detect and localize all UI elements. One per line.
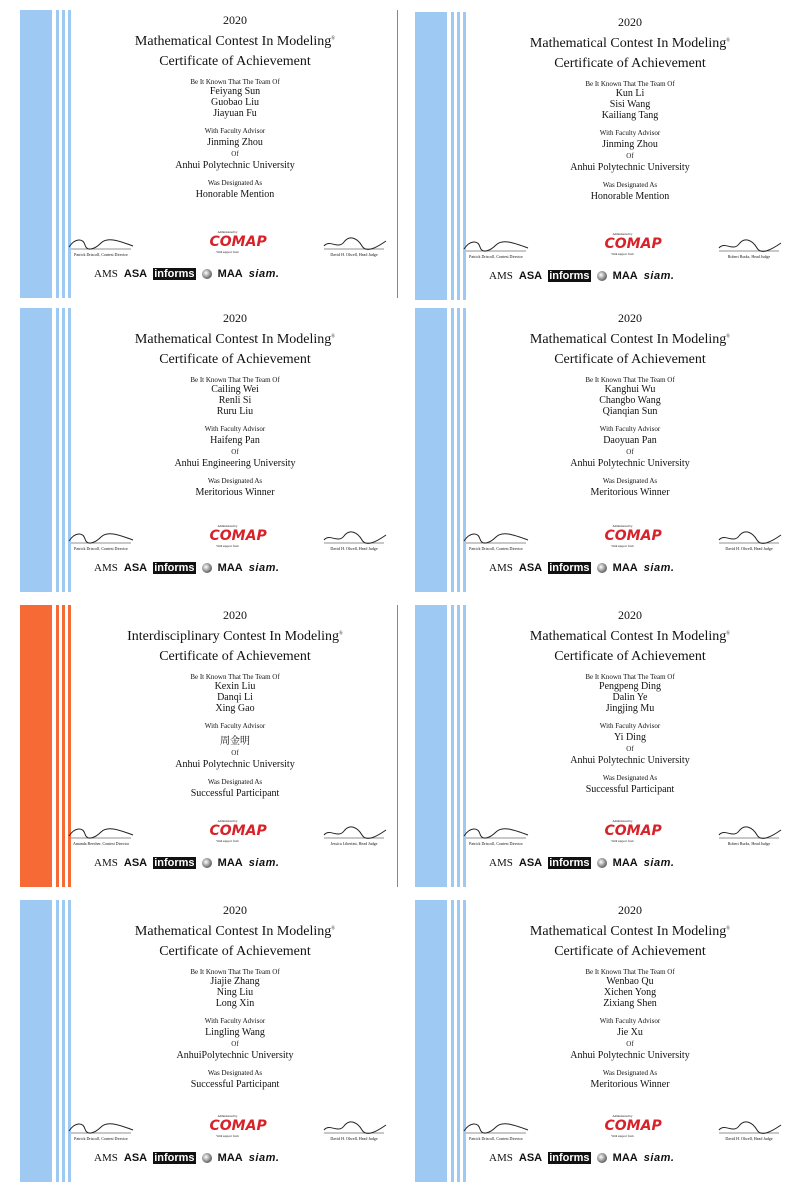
- ams-logo: AMS: [489, 270, 513, 283]
- comap-admin-text: Administered by: [612, 524, 633, 528]
- globe-icon: [202, 858, 212, 868]
- advisor-label: With Faculty Advisor: [204, 1017, 266, 1025]
- team-member: Jingjing Mu: [605, 703, 655, 714]
- informs-logo: informs: [154, 1152, 195, 1165]
- judge-signature: [713, 1120, 785, 1146]
- asa-logo: ASA: [123, 857, 148, 870]
- thin-stripe: [451, 605, 454, 887]
- team-label: Be It Known That The Team Of: [190, 673, 280, 681]
- scan-edge: [397, 605, 398, 887]
- university-name: Anhui Polytechnic University: [175, 160, 295, 171]
- judge-caption: David H. Olwell, Head Judge: [330, 1136, 378, 1141]
- director-signature-scribble: [460, 1120, 532, 1136]
- team-label: Be It Known That The Team Of: [190, 376, 280, 384]
- sponsor-logos: [94, 562, 280, 576]
- designated-label: Was Designated As: [207, 1069, 263, 1077]
- informs-logo: informs: [154, 562, 195, 575]
- director-signature-scribble: [460, 238, 532, 254]
- director-signature: [460, 530, 532, 556]
- comap-mark: COMAP: [209, 1118, 267, 1134]
- of-label: Of: [231, 448, 239, 456]
- thin-stripe: [56, 900, 59, 1182]
- team-members: [70, 681, 400, 714]
- thin-stripe: [451, 308, 454, 592]
- thin-stripe: [451, 900, 454, 1182]
- ams-logo: AMS: [489, 1152, 513, 1165]
- maa-logo: MAA: [612, 857, 638, 870]
- award-name: Meritorious Winner: [590, 487, 670, 498]
- ams-logo: AMS: [94, 268, 118, 281]
- certificate-title: Certificate of Achievement: [159, 944, 311, 959]
- color-stripe: [415, 12, 447, 300]
- siam-logo: siam.: [643, 857, 675, 870]
- globe-icon: [202, 563, 212, 573]
- judge-signature-scribble: [318, 530, 390, 546]
- registered-mark: ®: [331, 334, 336, 340]
- designated-label: Was Designated As: [207, 179, 263, 187]
- of-label: Of: [231, 1040, 239, 1048]
- signature-row: [460, 1114, 785, 1148]
- asa-logo: ASA: [518, 562, 543, 575]
- director-signature: [460, 1120, 532, 1146]
- team-member: Feiyang Sun: [209, 86, 261, 97]
- judge-caption: Jessica Libertini, Head Judge: [330, 841, 378, 846]
- director-signature: [65, 1120, 137, 1146]
- team-member: Changbo Wang: [599, 395, 661, 406]
- sponsor-logos: [489, 1152, 675, 1166]
- asa-logo: ASA: [518, 1152, 543, 1165]
- contest-name: Mathematical Contest In Modeling: [134, 34, 332, 49]
- certificate: [10, 900, 400, 1182]
- certificate-year: 2020: [618, 608, 642, 622]
- team-member: Kanghui Wu: [604, 384, 656, 395]
- advisor-name: Jinming Zhou: [207, 137, 263, 148]
- advisor-name: Lingling Wang: [205, 1027, 265, 1038]
- ams-logo: AMS: [94, 857, 118, 870]
- maa-logo: MAA: [217, 268, 243, 281]
- thin-stripe: [56, 308, 59, 592]
- judge-signature: [713, 530, 785, 556]
- certificate-year: 2020: [223, 903, 247, 917]
- maa-logo: MAA: [612, 270, 638, 283]
- team-member: Jiayuan Fu: [213, 108, 257, 119]
- director-signature-scribble: [65, 825, 137, 841]
- comap-mark: COMAP: [604, 1118, 662, 1134]
- globe-icon: [597, 563, 607, 573]
- team-member: Xing Gao: [215, 703, 255, 714]
- asa-logo: ASA: [518, 270, 543, 283]
- judge-signature: [318, 236, 390, 262]
- comap-admin-text: Administered by: [612, 819, 633, 823]
- of-label: Of: [626, 1040, 634, 1048]
- director-signature: [65, 825, 137, 851]
- comap-admin-text: Administered by: [217, 230, 238, 234]
- comap-mark: COMAP: [604, 823, 662, 839]
- maa-logo: MAA: [217, 562, 243, 575]
- registered-mark: ®: [331, 926, 336, 932]
- judge-caption: David H. Olwell, Head Judge: [330, 546, 378, 551]
- informs-logo: informs: [549, 1152, 590, 1165]
- team-member: Renli Si: [218, 395, 252, 406]
- team-label: Be It Known That The Team Of: [585, 376, 675, 384]
- comap-support-text: With support from: [611, 544, 634, 548]
- contest-name: Mathematical Contest In Modeling: [529, 332, 727, 347]
- color-stripe: [20, 605, 52, 887]
- certificate: [10, 605, 400, 887]
- director-signature-scribble: [65, 530, 137, 546]
- team-label: Be It Known That The Team Of: [190, 968, 280, 976]
- sponsor-logos: [94, 857, 280, 871]
- university-name: Anhui Polytechnic University: [570, 1050, 690, 1061]
- comap-logo: [604, 819, 662, 849]
- of-label: Of: [626, 745, 634, 753]
- comap-logo: [209, 819, 267, 849]
- comap-mark: COMAP: [604, 236, 662, 252]
- judge-signature-scribble: [713, 1120, 785, 1136]
- contest-name: Mathematical Contest In Modeling: [529, 36, 727, 51]
- award-name: Meritorious Winner: [195, 487, 275, 498]
- team-member: Kun Li: [615, 88, 645, 99]
- certificate: [405, 900, 795, 1182]
- certificate-body: [70, 308, 400, 498]
- judge-signature-scribble: [713, 825, 785, 841]
- advisor-label: With Faculty Advisor: [599, 1017, 661, 1025]
- asa-logo: ASA: [123, 1152, 148, 1165]
- university-name: AnhuiPolytechnic University: [176, 1050, 294, 1061]
- registered-mark: ®: [726, 38, 731, 44]
- maa-logo: MAA: [217, 857, 243, 870]
- comap-admin-text: Administered by: [217, 524, 238, 528]
- judge-signature-scribble: [318, 236, 390, 252]
- siam-logo: siam.: [248, 1152, 280, 1165]
- ams-logo: AMS: [94, 562, 118, 575]
- signature-row: [460, 819, 785, 853]
- sponsor-logos: [489, 270, 675, 284]
- globe-icon: [202, 269, 212, 279]
- advisor-label: With Faculty Advisor: [204, 127, 266, 135]
- judge-signature-scribble: [713, 238, 785, 254]
- comap-support-text: With support from: [611, 252, 634, 256]
- certificate: [405, 308, 795, 592]
- team-members: [70, 976, 400, 1009]
- comap-logo: [209, 1114, 267, 1144]
- informs-logo: informs: [154, 268, 195, 281]
- team-members: [70, 86, 400, 119]
- registered-mark: ®: [726, 631, 731, 637]
- contest-name: Mathematical Contest In Modeling: [529, 629, 727, 644]
- registered-mark: ®: [331, 36, 336, 42]
- university-name: Anhui Polytechnic University: [570, 162, 690, 173]
- advisor-label: With Faculty Advisor: [599, 425, 661, 433]
- asa-logo: ASA: [123, 268, 148, 281]
- designated-label: Was Designated As: [602, 181, 658, 189]
- contest-name: Mathematical Contest In Modeling: [134, 924, 332, 939]
- registered-mark: ®: [726, 926, 731, 932]
- comap-support-text: With support from: [216, 839, 239, 843]
- color-stripe: [415, 308, 447, 592]
- signature-row: [460, 232, 785, 266]
- siam-logo: siam.: [248, 857, 280, 870]
- certificate-body: [70, 10, 400, 200]
- award-name: Meritorious Winner: [590, 1079, 670, 1090]
- team-members: [465, 681, 795, 714]
- siam-logo: siam.: [643, 270, 675, 283]
- judge-caption: Robert Burks, Head Judge: [727, 841, 771, 846]
- certificate-body: [465, 12, 795, 202]
- certificate-title: Certificate of Achievement: [554, 944, 706, 959]
- team-member: Zixiang Shen: [603, 998, 657, 1009]
- director-signature: [460, 238, 532, 264]
- certificate-year: 2020: [618, 15, 642, 29]
- judge-signature: [713, 238, 785, 264]
- certificate: [10, 308, 400, 592]
- award-name: Successful Participant: [190, 788, 280, 799]
- director-caption: Patrick Driscoll, Contest Director: [469, 546, 523, 551]
- team-member: Pengpeng Ding: [599, 681, 661, 692]
- advisor-name: Daoyuan Pan: [603, 435, 657, 446]
- team-member: Wenbao Qu: [606, 976, 654, 987]
- director-caption: Patrick Driscoll, Contest Director: [74, 1136, 128, 1141]
- designated-label: Was Designated As: [207, 477, 263, 485]
- maa-logo: MAA: [217, 1152, 243, 1165]
- comap-support-text: With support from: [611, 1134, 634, 1138]
- certificate-body: [70, 605, 400, 799]
- certificate-body: [465, 605, 795, 795]
- comap-logo: [209, 524, 267, 554]
- team-label: Be It Known That The Team Of: [585, 968, 675, 976]
- director-signature: [460, 825, 532, 851]
- certificate-year: 2020: [618, 903, 642, 917]
- sponsor-logos: [489, 857, 675, 871]
- team-member: Kexin Liu: [214, 681, 256, 692]
- of-label: Of: [626, 448, 634, 456]
- team-member: Ning Liu: [216, 987, 254, 998]
- designated-label: Was Designated As: [602, 774, 658, 782]
- certificate-body: [70, 900, 400, 1090]
- director-signature-scribble: [460, 825, 532, 841]
- comap-mark: COMAP: [209, 528, 267, 544]
- comap-admin-text: Administered by: [612, 232, 633, 236]
- ams-logo: AMS: [489, 857, 513, 870]
- siam-logo: siam.: [248, 268, 280, 281]
- sponsor-logos: [94, 268, 280, 282]
- comap-admin-text: Administered by: [217, 1114, 238, 1118]
- certificate-body: [465, 900, 795, 1090]
- judge-caption: David H. Olwell, Head Judge: [330, 252, 378, 257]
- comap-admin-text: Administered by: [612, 1114, 633, 1118]
- scan-edge: [397, 10, 398, 298]
- color-stripe: [20, 10, 52, 298]
- advisor-name: Yi Ding: [614, 732, 646, 743]
- certificate-title: Certificate of Achievement: [554, 352, 706, 367]
- university-name: Anhui Polytechnic University: [570, 755, 690, 766]
- team-member: Sisi Wang: [609, 99, 651, 110]
- signature-row: [65, 524, 390, 558]
- advisor-name: Haifeng Pan: [210, 435, 260, 446]
- award-name: Successful Participant: [585, 784, 675, 795]
- informs-logo: informs: [154, 857, 195, 870]
- team-member: Kailiang Tang: [601, 110, 659, 121]
- contest-name: Mathematical Contest In Modeling: [134, 332, 332, 347]
- director-caption: Patrick Driscoll, Contest Director: [74, 546, 128, 551]
- advisor-name: Jinming Zhou: [602, 139, 658, 150]
- certificate-year: 2020: [223, 13, 247, 27]
- team-members: [465, 976, 795, 1009]
- comap-logo: [209, 230, 267, 260]
- judge-signature: [713, 825, 785, 851]
- signature-row: [65, 230, 390, 264]
- designated-label: Was Designated As: [602, 477, 658, 485]
- certificate-body: [465, 308, 795, 498]
- judge-caption: Robert Burks, Head Judge: [727, 254, 771, 259]
- advisor-label: With Faculty Advisor: [204, 722, 266, 730]
- team-label: Be It Known That The Team Of: [585, 673, 675, 681]
- contest-name: Interdisciplinary Contest In Modeling: [127, 629, 340, 644]
- signature-row: [460, 524, 785, 558]
- judge-signature-scribble: [713, 530, 785, 546]
- of-label: Of: [231, 749, 239, 757]
- asa-logo: ASA: [518, 857, 543, 870]
- signature-row: [65, 1114, 390, 1148]
- maa-logo: MAA: [612, 562, 638, 575]
- globe-icon: [597, 1153, 607, 1163]
- director-caption: Amanda Beecher, Contest Director: [72, 841, 130, 846]
- color-stripe: [20, 308, 52, 592]
- team-member: Jiajie Zhang: [210, 976, 260, 987]
- thin-stripe: [56, 605, 59, 887]
- award-name: Successful Participant: [190, 1079, 280, 1090]
- judge-caption: David H. Olwell, Head Judge: [725, 546, 773, 551]
- judge-signature-scribble: [318, 825, 390, 841]
- designated-label: Was Designated As: [207, 778, 263, 786]
- judge-signature: [318, 530, 390, 556]
- thin-stripe: [56, 10, 59, 298]
- globe-icon: [597, 858, 607, 868]
- informs-logo: informs: [549, 270, 590, 283]
- judge-signature: [318, 825, 390, 851]
- maa-logo: MAA: [612, 1152, 638, 1165]
- judge-signature: [318, 1120, 390, 1146]
- director-signature-scribble: [65, 1120, 137, 1136]
- thin-stripe: [451, 12, 454, 300]
- judge-caption: David H. Olwell, Head Judge: [725, 1136, 773, 1141]
- director-signature-scribble: [65, 236, 137, 252]
- color-stripe: [415, 900, 447, 1182]
- certificate-title: Certificate of Achievement: [159, 649, 311, 664]
- university-name: Anhui Polytechnic University: [570, 458, 690, 469]
- university-name: Anhui Engineering University: [174, 458, 296, 469]
- certificate-title: Certificate of Achievement: [554, 56, 706, 71]
- siam-logo: siam.: [643, 1152, 675, 1165]
- team-member: Long Xin: [215, 998, 255, 1009]
- certificate: [405, 605, 795, 887]
- comap-admin-text: Administered by: [217, 819, 238, 823]
- team-member: Xichen Yong: [603, 987, 657, 998]
- team-member: Cailing Wei: [211, 384, 259, 395]
- certificate: [10, 10, 400, 298]
- globe-icon: [202, 1153, 212, 1163]
- comap-mark: COMAP: [604, 528, 662, 544]
- director-signature: [65, 236, 137, 262]
- of-label: Of: [231, 150, 239, 158]
- advisor-name: 周金明: [220, 736, 250, 747]
- advisor-label: With Faculty Advisor: [599, 129, 661, 137]
- university-name: Anhui Polytechnic University: [175, 759, 295, 770]
- director-caption: Patrick Driscoll, Contest Director: [469, 254, 523, 259]
- award-name: Honorable Mention: [590, 191, 670, 202]
- team-members: [465, 88, 795, 121]
- siam-logo: siam.: [248, 562, 280, 575]
- director-caption: Patrick Driscoll, Contest Director: [469, 1136, 523, 1141]
- team-label: Be It Known That The Team Of: [585, 80, 675, 88]
- certificate-title: Certificate of Achievement: [159, 54, 311, 69]
- director-signature: [65, 530, 137, 556]
- judge-signature-scribble: [318, 1120, 390, 1136]
- ams-logo: AMS: [94, 1152, 118, 1165]
- sponsor-logos: [94, 1152, 280, 1166]
- informs-logo: informs: [549, 562, 590, 575]
- sponsor-logos: [489, 562, 675, 576]
- advisor-label: With Faculty Advisor: [204, 425, 266, 433]
- certificate-title: Certificate of Achievement: [554, 649, 706, 664]
- comap-logo: [604, 524, 662, 554]
- comap-logo: [604, 232, 662, 262]
- award-name: Honorable Mention: [195, 189, 275, 200]
- team-member: Guobao Liu: [210, 97, 260, 108]
- comap-logo: [604, 1114, 662, 1144]
- team-members: [465, 384, 795, 417]
- comap-support-text: With support from: [216, 544, 239, 548]
- director-signature-scribble: [460, 530, 532, 546]
- certificate: [405, 12, 795, 300]
- team-label: Be It Known That The Team Of: [190, 78, 280, 86]
- asa-logo: ASA: [123, 562, 148, 575]
- director-caption: Patrick Driscoll, Contest Director: [469, 841, 523, 846]
- comap-mark: COMAP: [209, 823, 267, 839]
- certificate-year: 2020: [223, 311, 247, 325]
- advisor-name: Jie Xu: [617, 1027, 643, 1038]
- director-caption: Patrick Driscoll, Contest Director: [74, 252, 128, 257]
- comap-support-text: With support from: [611, 839, 634, 843]
- team-members: [70, 384, 400, 417]
- team-member: Ruru Liu: [216, 406, 254, 417]
- color-stripe: [415, 605, 447, 887]
- signature-row: [65, 819, 390, 853]
- siam-logo: siam.: [643, 562, 675, 575]
- globe-icon: [597, 271, 607, 281]
- team-member: Danqi Li: [217, 692, 253, 703]
- certificate-year: 2020: [223, 608, 247, 622]
- contest-name: Mathematical Contest In Modeling: [529, 924, 727, 939]
- certificate-year: 2020: [618, 311, 642, 325]
- of-label: Of: [626, 152, 634, 160]
- team-member: Dalin Ye: [612, 692, 648, 703]
- registered-mark: ®: [726, 334, 731, 340]
- comap-support-text: With support from: [216, 250, 239, 254]
- informs-logo: informs: [549, 857, 590, 870]
- certificate-title: Certificate of Achievement: [159, 352, 311, 367]
- comap-mark: COMAP: [209, 234, 267, 250]
- designated-label: Was Designated As: [602, 1069, 658, 1077]
- color-stripe: [20, 900, 52, 1182]
- comap-support-text: With support from: [216, 1134, 239, 1138]
- advisor-label: With Faculty Advisor: [599, 722, 661, 730]
- team-member: Qianqian Sun: [602, 406, 658, 417]
- registered-mark: ®: [339, 631, 343, 637]
- ams-logo: AMS: [489, 562, 513, 575]
